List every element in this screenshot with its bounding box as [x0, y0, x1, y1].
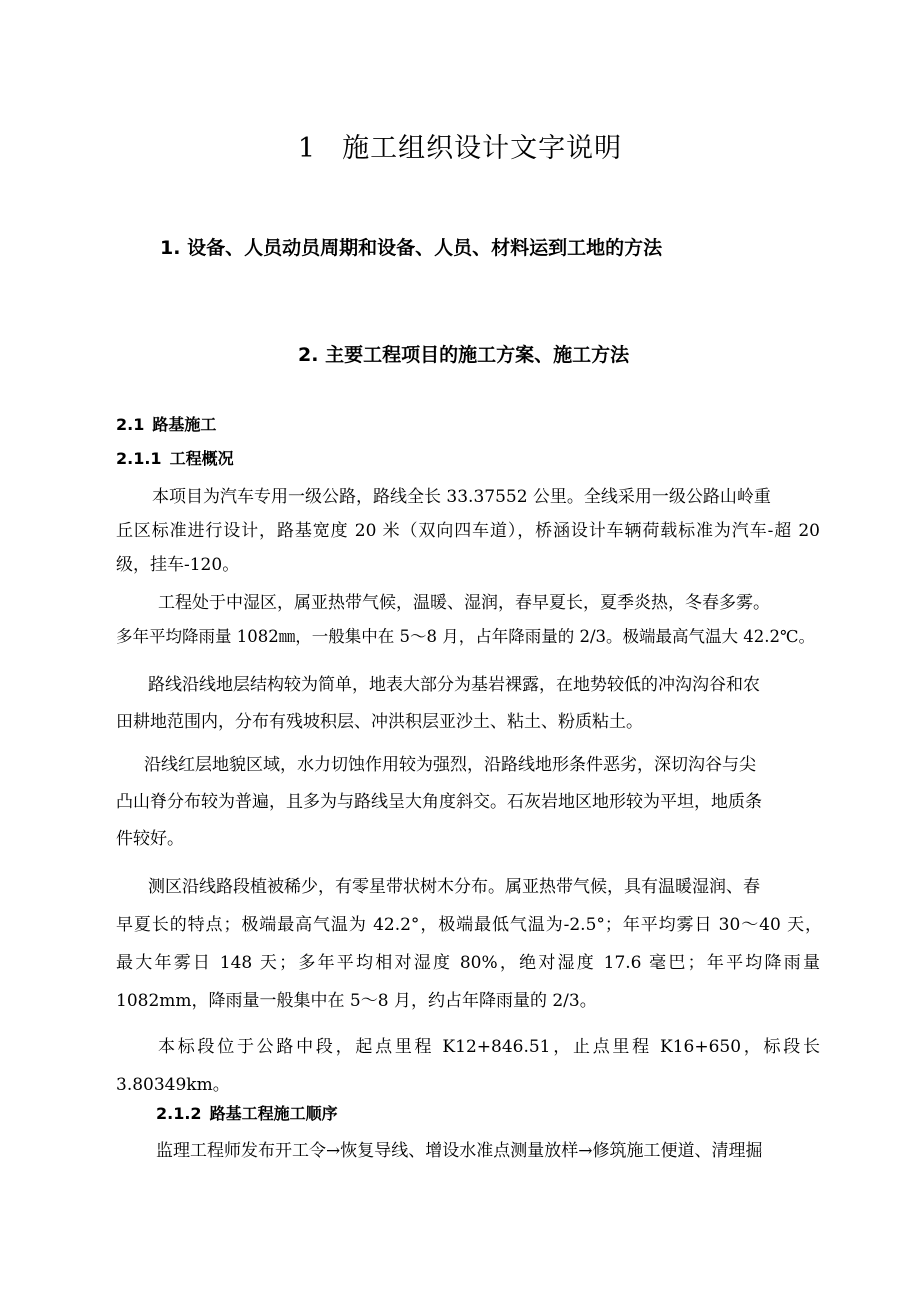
subsection-heading-2-1-2 [156, 1101, 338, 1124]
paragraph-line: 监理工程师发布开工令→恢复导线、增设水准点测量放样→修筑施工便道、清理掘 [156, 1141, 763, 1161]
subsection-number: 2.1 [116, 415, 145, 434]
subsection-title: 路基施工 [152, 415, 217, 434]
paragraph-line: 路线沿线地层结构较为简单，地表大部分为基岩裸露，在地势较低的冲沟沟谷和农 [148, 675, 760, 695]
subsection-heading-2-1 [116, 412, 216, 435]
section-title: 主要工程项目的施工方案、施工方法 [325, 344, 630, 366]
subsection-title: 路基工程施工顺序 [209, 1104, 338, 1123]
subsection-number: 2.1.1 [116, 449, 162, 468]
subsection-number: 2.1.2 [156, 1104, 202, 1123]
document-title-number: 1 [297, 133, 317, 164]
paragraph-line: 早夏长的特点；极端最高气温为 42.2°，极端最低气温为-2.5°；年平均雾日 30～40 天， [116, 915, 822, 935]
document-title [0, 126, 920, 165]
paragraph-line: 本标段位于公路中段，起点里程 K12+846.51，止点里程 K16+650，标段长 [158, 1037, 820, 1057]
paragraph-line: 沿线红层地貌区域，水力切蚀作用较为强烈，沿路线地形条件恶劣，深切沟谷与尖 [144, 755, 756, 775]
paragraph-line: 件较好。 [116, 829, 184, 849]
section-number: 2. [298, 344, 319, 366]
paragraph-line: 3.80349km。 [116, 1075, 230, 1095]
paragraph-line: 田耕地范围内，分布有残坡积层、冲洪积层亚沙土、粘土、粉质粘土。 [116, 712, 643, 732]
section-number: 1. [160, 237, 181, 259]
section-title: 设备、人员动员周期和设备、人员、材料运到工地的方法 [187, 237, 663, 259]
paragraph-line: 1082mm，降雨量一般集中在 5～8 月，约占年降雨量的 2/3。 [116, 991, 597, 1011]
subsection-heading-2-1-1 [116, 446, 234, 469]
paragraph-line: 丘区标准进行设计，路基宽度 20 米（双向四车道），桥涵设计车辆荷载标准为汽车-超 20 [116, 521, 820, 541]
paragraph-line: 本项目为汽车专用一级公路，路线全长 33.37552 公里。全线采用一级公路山岭重 [152, 487, 771, 507]
paragraph-line: 测区沿线路段植被稀少，有零星带状树木分布。属亚热带气候，具有温暖湿润、春 [148, 877, 760, 897]
paragraph-line: 级，挂车-120。 [116, 555, 240, 575]
document-title-text: 施工组织设计文字说明 [342, 133, 623, 164]
paragraph-line: 最大年雾日 148 天；多年平均相对湿度 80%，绝对湿度 17.6 毫巴；年平均降雨量 [116, 953, 820, 973]
subsection-title: 工程概况 [169, 449, 234, 468]
paragraph-line: 凸山脊分布较为普遍，且多为与路线呈大角度斜交。石灰岩地区地形较为平坦，地质条 [116, 792, 762, 812]
paragraph-line: 工程处于中湿区，属亚热带气候，温暖、湿润，春早夏长，夏季炎热，冬春多雾。 [158, 593, 770, 613]
paragraph-line: 多年平均降雨量 1082㎜，一般集中在 5～8 月，占年降雨量的 2/3。极端最高气温大 42.2℃。 [116, 627, 815, 646]
section-heading-1 [160, 233, 662, 260]
section-heading-2 [298, 340, 629, 367]
